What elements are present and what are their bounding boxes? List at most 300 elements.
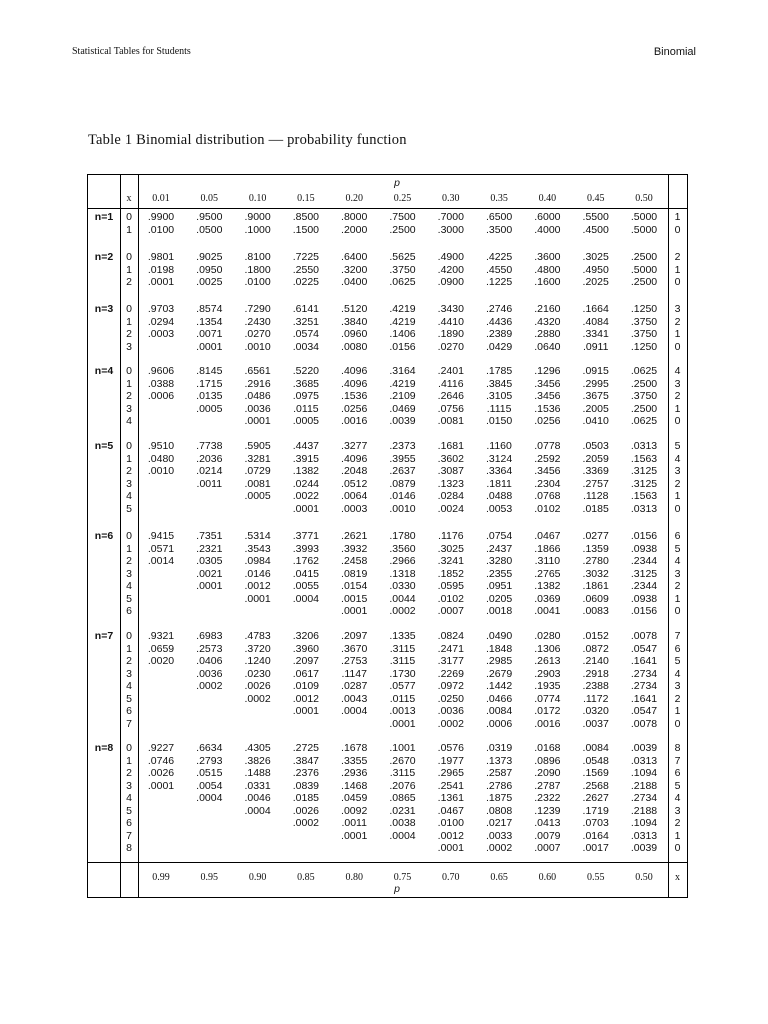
x-value: 0 — [126, 530, 132, 542]
probability-cell: .1250 — [630, 340, 658, 353]
probability-cell: .1935 — [534, 680, 561, 692]
probability-cell: .0005 — [196, 402, 223, 415]
p-label-top: p — [394, 177, 400, 189]
probability-cell: .0168 — [534, 742, 561, 754]
probability-cell: .3993 — [292, 542, 320, 555]
x-value: 3 — [126, 477, 132, 490]
probability-cell: .8500 — [292, 211, 320, 223]
probability-cell: .0515 — [196, 767, 223, 779]
n-label: n=5 — [94, 440, 114, 452]
probability-cell: .8000 — [341, 211, 368, 223]
x-value: 4 — [126, 580, 132, 592]
probability-cell: .6400 — [341, 251, 368, 263]
probability-cell: .2188 — [630, 779, 658, 792]
x-value-complement: 2 — [674, 251, 681, 263]
probability-cell: .1641 — [630, 692, 658, 705]
x-value-complement: 2 — [674, 817, 681, 829]
probability-cell: .0003 — [341, 502, 368, 515]
probability-cell: .2995 — [582, 377, 609, 390]
x-value-complement: 4 — [674, 667, 681, 680]
probability-cell: .3206 — [292, 630, 320, 642]
probability-cell: .9025 — [196, 251, 223, 263]
x-value: 0 — [126, 365, 132, 377]
probability-cell: .2025 — [582, 276, 609, 288]
x-value-complement: 5 — [674, 542, 681, 555]
probability-cell: .8145 — [196, 365, 223, 377]
probability-cell: .0026 — [244, 680, 271, 692]
probability-cell: .0331 — [244, 779, 271, 792]
probability-cell: .1563 — [630, 452, 658, 465]
probability-cell: .2000 — [341, 223, 368, 236]
probability-cell: .2637 — [389, 465, 416, 477]
probability-cell: .0036 — [196, 667, 223, 680]
probability-cell: .0872 — [582, 642, 609, 655]
probability-cell: .9900 — [147, 211, 175, 223]
probability-cell: .1323 — [437, 477, 464, 490]
probability-cell: .1762 — [292, 555, 320, 567]
probability-cell: .0547 — [630, 642, 658, 655]
x-value: 0 — [126, 211, 132, 223]
x-value-complement: 0 — [674, 276, 681, 288]
probability-cell: .5120 — [341, 303, 368, 315]
probability-cell: .0230 — [244, 667, 271, 680]
probability-cell: .3840 — [341, 315, 368, 328]
probability-cell: .0071 — [196, 328, 223, 340]
probability-cell: .0617 — [292, 667, 320, 680]
probability-cell: .1172 — [582, 692, 609, 705]
probability-cell: .3750 — [389, 263, 416, 276]
probability-cell: .0004 — [244, 804, 271, 817]
probability-cell: .1890 — [437, 328, 464, 340]
p-header-top: 0.25 — [393, 193, 412, 204]
n-label: n=1 — [94, 211, 114, 223]
probability-cell: .3364 — [485, 465, 513, 477]
probability-cell: .0022 — [292, 490, 320, 502]
probability-cell: .0006 — [147, 390, 175, 402]
probability-cell: .0007 — [534, 842, 561, 854]
probability-cell: .0488 — [485, 490, 513, 502]
probability-cell: .0244 — [292, 477, 320, 490]
p-header-bottom: 0.99 — [152, 872, 170, 883]
x-value-complement: 1 — [674, 263, 681, 276]
probability-cell: .2048 — [341, 465, 368, 477]
p-header-top: 0.35 — [490, 193, 508, 204]
probability-cell: .0002 — [485, 842, 513, 854]
x-value: 1 — [126, 377, 132, 390]
probability-cell: .2757 — [582, 477, 609, 490]
probability-cell: .3932 — [341, 542, 368, 555]
probability-cell: .0280 — [534, 630, 561, 642]
probability-cell: .4950 — [582, 263, 609, 276]
probability-cell: .0512 — [341, 477, 368, 490]
probability-cell: .0574 — [292, 328, 320, 340]
probability-cell: .4305 — [244, 742, 271, 754]
probability-cell: .0037 — [582, 717, 609, 730]
probability-cell: .3675 — [582, 390, 609, 402]
probability-cell: .0044 — [389, 592, 416, 605]
probability-cell: .2541 — [437, 779, 464, 792]
probability-cell: .0001 — [389, 717, 416, 730]
probability-cell: .9000 — [244, 211, 271, 223]
probability-cell: .1000 — [244, 223, 271, 236]
x-value-complement: 0 — [674, 717, 681, 730]
probability-cell: .0214 — [196, 465, 223, 477]
probability-cell: .0313 — [630, 502, 658, 515]
probability-cell: .0185 — [582, 502, 609, 515]
probability-cell: .2646 — [437, 390, 464, 402]
x-value-complement: 2 — [674, 390, 681, 402]
x-value: 5 — [126, 502, 132, 515]
probability-cell: .0080 — [341, 340, 368, 353]
probability-cell: .9227 — [147, 742, 175, 754]
probability-cell: .1681 — [437, 440, 464, 452]
x-value: 5 — [126, 692, 132, 705]
probability-cell: .0146 — [389, 490, 416, 502]
probability-cell: .2059 — [582, 452, 609, 465]
probability-cell: .2592 — [534, 452, 561, 465]
probability-cell: .0287 — [341, 680, 368, 692]
probability-cell: .0001 — [341, 605, 368, 617]
probability-cell: .1094 — [630, 767, 658, 779]
probability-cell: .0778 — [534, 440, 561, 452]
x-value: 0 — [126, 742, 132, 754]
p-header-top: 0.45 — [586, 193, 605, 204]
probability-cell: .3600 — [534, 251, 561, 263]
x-value: 2 — [126, 328, 132, 340]
p-header-bottom: 0.80 — [345, 872, 363, 883]
x-value: 0 — [126, 440, 132, 452]
x-value: 0 — [126, 630, 132, 642]
probability-cell: .3456 — [534, 377, 561, 390]
probability-cell: .7500 — [389, 211, 416, 223]
probability-cell: .1600 — [534, 276, 561, 288]
probability-cell: .0014 — [147, 555, 175, 567]
probability-cell: .3251 — [292, 315, 320, 328]
x-value-complement: 0 — [674, 842, 681, 854]
probability-cell: .0911 — [582, 340, 609, 353]
probability-cell: .1977 — [437, 754, 464, 767]
probability-cell: .0896 — [534, 754, 561, 767]
probability-cell: .0938 — [630, 542, 658, 555]
probability-cell: .0294 — [147, 315, 175, 328]
probability-cell: .3826 — [244, 754, 271, 767]
probability-cell: .0406 — [196, 655, 223, 667]
probability-cell: .5000 — [630, 263, 658, 276]
x-value: 6 — [126, 705, 132, 717]
p-header-top: 0.40 — [538, 193, 557, 204]
probability-cell: .5314 — [244, 530, 271, 542]
probability-cell: .1852 — [437, 567, 464, 580]
probability-cell: .1780 — [389, 530, 416, 542]
probability-cell: .3125 — [630, 477, 658, 490]
probability-cell: .0217 — [485, 817, 513, 829]
probability-cell: .0185 — [292, 792, 320, 804]
probability-cell: .0824 — [437, 630, 464, 642]
probability-cell: .1406 — [389, 328, 416, 340]
probability-cell: .6634 — [196, 742, 223, 754]
probability-cell: .0369 — [534, 592, 561, 605]
x-value-complement: 2 — [674, 692, 681, 705]
probability-cell: .0084 — [485, 705, 513, 717]
probability-cell: .0313 — [630, 440, 658, 452]
x-value-complement: 1 — [674, 705, 681, 717]
probability-cell: .7000 — [437, 211, 464, 223]
x-value-complement: 4 — [674, 555, 681, 567]
probability-cell: .3369 — [582, 465, 609, 477]
probability-cell: .0284 — [437, 490, 464, 502]
probability-cell: .3500 — [485, 223, 513, 236]
probability-cell: .3177 — [437, 655, 464, 667]
probability-cell: .0486 — [244, 390, 271, 402]
probability-cell: .3281 — [244, 452, 271, 465]
probability-cell: .6561 — [244, 365, 271, 377]
probability-cell: .2097 — [341, 630, 368, 642]
probability-cell: .3456 — [534, 390, 561, 402]
probability-cell: .5000 — [630, 223, 658, 236]
probability-cell: .3280 — [485, 555, 513, 567]
probability-cell: .3845 — [485, 377, 513, 390]
probability-cell: .0277 — [582, 530, 609, 542]
probability-cell: .0011 — [341, 817, 367, 829]
x-value-complement: 0 — [674, 502, 681, 515]
probability-cell: .1678 — [341, 742, 368, 754]
p-header-top: 0.20 — [345, 193, 363, 204]
probability-cell: .0016 — [534, 717, 561, 730]
p-header-top: 0.50 — [635, 193, 653, 204]
p-header-top: 0.10 — [248, 193, 267, 204]
probability-cell: .0005 — [244, 490, 271, 502]
probability-cell: .0038 — [389, 817, 416, 829]
probability-cell: .0006 — [485, 717, 513, 730]
x-value-complement: 1 — [674, 490, 681, 502]
probability-cell: .9510 — [147, 440, 175, 452]
x-value-complement: 3 — [674, 377, 681, 390]
probability-cell: .0015 — [341, 592, 368, 605]
running-header-right: Binomial — [653, 46, 696, 58]
probability-cell: .0595 — [437, 580, 464, 592]
probability-cell: .0466 — [485, 692, 513, 705]
probability-cell: .1335 — [389, 630, 416, 642]
probability-cell: .0625 — [630, 365, 658, 377]
probability-cell: .0156 — [630, 605, 658, 617]
probability-cell: .0002 — [437, 717, 464, 730]
probability-cell: .0081 — [244, 477, 271, 490]
probability-cell: .0004 — [292, 592, 320, 605]
x-value: 7 — [126, 829, 132, 842]
probability-cell: .0081 — [437, 415, 464, 427]
x-value: 1 — [126, 315, 132, 328]
probability-cell: .1664 — [582, 303, 609, 315]
probability-cell: .5220 — [292, 365, 320, 377]
probability-cell: .3355 — [341, 754, 368, 767]
x-value: 8 — [126, 842, 132, 854]
probability-cell: .2097 — [292, 655, 320, 667]
probability-cell: .0774 — [534, 692, 561, 705]
p-header-top: 0.30 — [442, 193, 460, 204]
probability-cell: .0001 — [341, 829, 368, 842]
probability-cell: .0025 — [196, 276, 223, 288]
x-value-complement: 1 — [674, 211, 681, 223]
x-value-complement: 4 — [674, 365, 681, 377]
probability-cell: .2966 — [389, 555, 416, 567]
probability-cell: .0459 — [341, 792, 368, 804]
probability-cell: .2670 — [389, 754, 416, 767]
probability-cell: .2036 — [196, 452, 223, 465]
probability-cell: .3456 — [534, 465, 561, 477]
probability-cell: .1176 — [438, 530, 464, 542]
probability-cell: .1715 — [196, 377, 223, 390]
probability-cell: .0250 — [437, 692, 464, 705]
x-value-complement: 2 — [674, 580, 681, 592]
probability-cell: .3241 — [437, 555, 464, 567]
probability-cell: .0313 — [630, 754, 658, 767]
x-value: 3 — [126, 402, 132, 415]
probability-cell: .0469 — [389, 402, 416, 415]
probability-cell: .0150 — [485, 415, 513, 427]
probability-cell: .3543 — [244, 542, 271, 555]
probability-cell: .4783 — [244, 630, 271, 642]
probability-cell: .1500 — [292, 223, 320, 236]
probability-cell: .0055 — [292, 580, 320, 592]
probability-cell: .0083 — [582, 605, 609, 617]
probability-cell: .0467 — [534, 530, 561, 542]
probability-cell: .0756 — [437, 402, 464, 415]
probability-cell: .0046 — [244, 792, 271, 804]
probability-cell: .0609 — [582, 592, 609, 605]
probability-cell: .2188 — [630, 804, 658, 817]
probability-cell: .2734 — [630, 680, 658, 692]
probability-cell: .2621 — [341, 530, 368, 542]
probability-cell: .0960 — [341, 328, 368, 340]
probability-cell: .0156 — [630, 530, 658, 542]
probability-cell: .0001 — [196, 340, 223, 353]
probability-cell: .0640 — [534, 340, 561, 353]
probability-cell: .3105 — [485, 390, 513, 402]
probability-cell: .4436 — [485, 315, 513, 328]
probability-cell: .0041 — [534, 605, 561, 617]
probability-cell: .0975 — [292, 390, 320, 402]
probability-cell: .0034 — [292, 340, 320, 353]
probability-cell: .2918 — [582, 667, 609, 680]
probability-cell: .2725 — [292, 742, 320, 754]
probability-cell: .0156 — [389, 340, 416, 353]
probability-cell: .0950 — [196, 263, 223, 276]
probability-cell: .0429 — [485, 340, 513, 353]
p-header-bottom: 0.85 — [297, 872, 315, 883]
x-value-complement: 0 — [674, 415, 681, 427]
probability-cell: .0467 — [437, 804, 464, 817]
probability-cell: .3750 — [630, 390, 658, 402]
x-value-complement: 3 — [674, 465, 681, 477]
probability-cell: .3025 — [437, 542, 464, 555]
probability-cell: .0001 — [196, 580, 223, 592]
probability-cell: .2376 — [292, 767, 320, 779]
probability-cell: .4116 — [438, 377, 464, 390]
probability-cell: .1160 — [486, 440, 512, 452]
probability-cell: .3720 — [244, 642, 271, 655]
x-value: 5 — [126, 804, 132, 817]
binomial-table — [87, 174, 688, 898]
probability-cell: .2269 — [437, 667, 464, 680]
probability-cell: .2140 — [582, 655, 609, 667]
x-value: 6 — [126, 605, 132, 617]
probability-cell: .4900 — [437, 251, 464, 263]
probability-cell: .0154 — [341, 580, 368, 592]
probability-cell: .0001 — [437, 842, 464, 854]
x-value: 1 — [126, 452, 132, 465]
x-value-complement: 1 — [674, 592, 681, 605]
probability-cell: .0092 — [341, 804, 368, 817]
probability-cell: .1359 — [582, 542, 609, 555]
probability-cell: .2401 — [437, 365, 464, 377]
p-header-bottom: 0.55 — [586, 872, 605, 883]
probability-cell: .1001 — [389, 742, 416, 754]
probability-cell: .2322 — [534, 792, 561, 804]
probability-cell: .2500 — [630, 402, 658, 415]
probability-cell: .1115 — [486, 402, 512, 415]
probability-cell: .0109 — [292, 680, 320, 692]
probability-cell: .0039 — [630, 842, 658, 854]
x-value-complement: 6 — [674, 767, 681, 779]
probability-cell: .2500 — [389, 223, 416, 236]
probability-cell: .7351 — [196, 530, 223, 542]
probability-cell: .4096 — [341, 377, 368, 390]
p-header-bottom: 0.60 — [538, 872, 557, 883]
probability-cell: .0754 — [485, 530, 513, 542]
x-value: 2 — [126, 465, 132, 477]
probability-cell: .0270 — [244, 328, 271, 340]
probability-cell: .2627 — [582, 792, 609, 804]
probability-cell: .4219 — [389, 303, 416, 315]
probability-cell: .0026 — [147, 767, 175, 779]
probability-cell: .3115 — [389, 767, 416, 779]
probability-cell: .3955 — [389, 452, 416, 465]
x-value-complement: 3 — [674, 567, 681, 580]
probability-cell: .0001 — [244, 592, 271, 605]
probability-cell: .8100 — [244, 251, 271, 263]
probability-cell: .5625 — [389, 251, 416, 263]
probability-cell: .2458 — [341, 555, 368, 567]
x-value-complement: 6 — [674, 642, 681, 655]
probability-cell: .3124 — [485, 452, 513, 465]
probability-cell: .9606 — [147, 365, 175, 377]
probability-cell: .0256 — [534, 415, 561, 427]
probability-cell: .0001 — [292, 502, 320, 515]
probability-cell: .1239 — [534, 804, 561, 817]
probability-cell: .0002 — [292, 817, 320, 829]
probability-cell: .3670 — [341, 642, 368, 655]
probability-cell: .0100 — [147, 223, 175, 236]
probability-cell: .2471 — [437, 642, 464, 655]
probability-cell: .0576 — [437, 742, 464, 754]
probability-cell: .0225 — [292, 276, 320, 288]
x-label-top: x — [126, 193, 132, 204]
probability-cell: .0548 — [582, 754, 609, 767]
probability-cell: .4550 — [485, 263, 513, 276]
probability-cell: .0079 — [534, 829, 561, 842]
x-value: 4 — [126, 792, 132, 804]
probability-cell: .0319 — [485, 742, 513, 754]
probability-cell: .3032 — [582, 567, 609, 580]
probability-cell: .0102 — [437, 592, 464, 605]
n-label: n=3 — [94, 303, 114, 315]
probability-cell: .0146 — [244, 567, 271, 580]
p-header-bottom: 0.50 — [635, 872, 653, 883]
x-value: 3 — [126, 779, 132, 792]
probability-cell: .0036 — [437, 705, 464, 717]
probability-cell: .1875 — [485, 792, 513, 804]
probability-cell: .0012 — [292, 692, 320, 705]
